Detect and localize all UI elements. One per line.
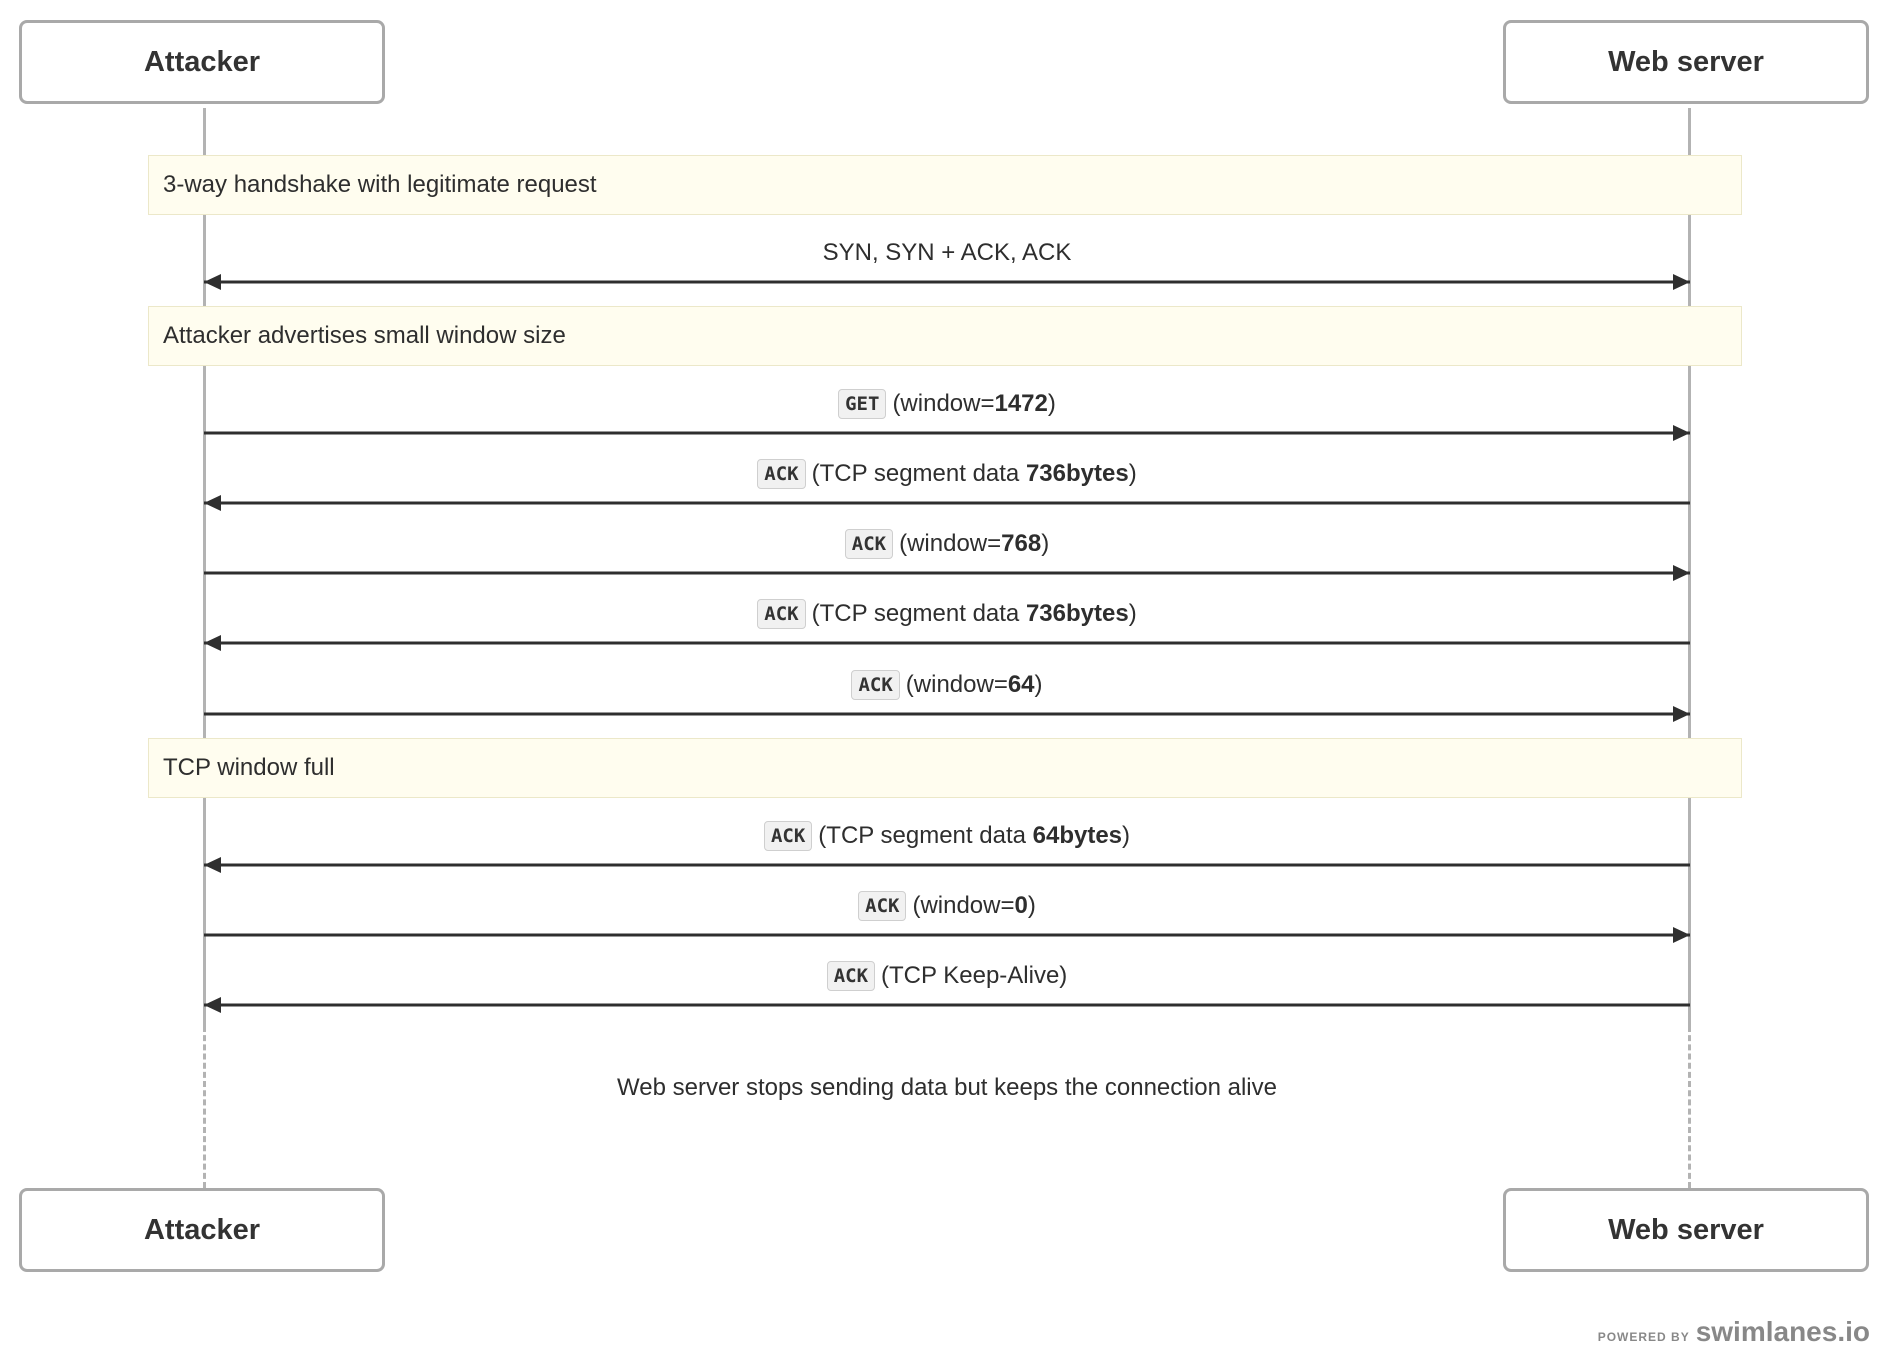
message-arrow (204, 272, 1690, 292)
message-handshake (204, 236, 1690, 296)
message-arrow (204, 995, 1690, 1015)
note-window-full: TCP window full (148, 738, 1742, 798)
message-badge: ACK (845, 529, 893, 559)
message-segment-1 (204, 457, 1690, 517)
arrowhead-right (1673, 706, 1690, 722)
message-label (204, 527, 1690, 561)
message-badge: ACK (757, 459, 805, 489)
message-text: (TCP segment data (811, 460, 1026, 487)
message-text-end: ) (1122, 822, 1131, 849)
lifeline-web-server-dashed (1688, 1026, 1691, 1188)
message-badge: ACK (827, 961, 875, 991)
message-arrow (204, 563, 1690, 583)
message-text: (TCP segment data (811, 600, 1026, 627)
message-text: (window= (892, 390, 995, 417)
message-text-end: ) (1027, 892, 1036, 919)
message-value: 64 (1007, 671, 1035, 698)
message-value: 768 (1001, 530, 1042, 557)
message-get (204, 387, 1690, 447)
arrowhead-left (204, 635, 221, 651)
message-label (204, 889, 1690, 923)
message-value: 64bytes (1032, 822, 1123, 849)
message-label (204, 597, 1690, 631)
message-text: (TCP segment data (818, 822, 1033, 849)
message-arrow (204, 493, 1690, 513)
arrowhead-right (1673, 274, 1690, 290)
message-badge: ACK (764, 821, 812, 851)
message-value: 736bytes (1025, 460, 1129, 487)
message-window-768 (204, 527, 1690, 587)
arrowhead-left (204, 274, 221, 290)
message-segment-3 (204, 819, 1690, 879)
message-text: (TCP Keep-Alive) (881, 962, 1068, 989)
delay-note: Web server stops sending data but keeps the connection alive (617, 1074, 1277, 1101)
actor-web-server-top: Web server (1503, 20, 1869, 104)
message-text-end: ) (1034, 671, 1043, 698)
message-arrow (204, 633, 1690, 653)
message-text-end: ) (1041, 530, 1050, 557)
message-badge: GET (838, 389, 886, 419)
message-text-end: ) (1128, 600, 1137, 627)
message-window-0 (204, 889, 1690, 949)
arrowhead-right (1673, 927, 1690, 943)
message-label (204, 959, 1690, 993)
message-text-end: ) (1047, 390, 1056, 417)
powered-by-label: POWERED BY (1597, 1330, 1690, 1344)
message-badge: ACK (858, 891, 906, 921)
note-small-window: Attacker advertises small window size (148, 306, 1742, 366)
message-text-end: ) (1128, 460, 1137, 487)
powered-by-link[interactable] (1598, 1316, 1870, 1350)
message-text: (window= (912, 892, 1015, 919)
arrowhead-left (204, 857, 221, 873)
note-handshake: 3-way handshake with legitimate request (148, 155, 1742, 215)
arrowhead-left (204, 997, 221, 1013)
actor-attacker-bottom: Attacker (19, 1188, 385, 1272)
message-value: 736bytes (1025, 600, 1129, 627)
message-arrow (204, 704, 1690, 724)
message-value: 0 (1014, 892, 1028, 919)
actor-attacker-top: Attacker (19, 20, 385, 104)
actor-web-server-bottom: Web server (1503, 1188, 1869, 1272)
message-arrow (204, 925, 1690, 945)
message-window-64 (204, 668, 1690, 728)
brand-name: swimlanes.io (1695, 1316, 1870, 1347)
arrowhead-right (1673, 425, 1690, 441)
message-label (204, 457, 1690, 491)
arrowhead-right (1673, 565, 1690, 581)
message-arrow (204, 855, 1690, 875)
message-label (204, 819, 1690, 853)
message-text: SYN, SYN + ACK, ACK (822, 239, 1072, 266)
message-badge: ACK (757, 599, 805, 629)
message-keep-alive (204, 959, 1690, 1019)
message-arrow (204, 423, 1690, 443)
message-label (204, 236, 1690, 270)
message-label (204, 387, 1690, 421)
lifeline-attacker-dashed (203, 1026, 206, 1188)
message-label (204, 668, 1690, 702)
message-value: 1472 (994, 390, 1048, 417)
arrowhead-left (204, 495, 221, 511)
message-segment-2 (204, 597, 1690, 657)
message-text: (window= (905, 671, 1008, 698)
message-badge: ACK (851, 670, 899, 700)
message-text: (window= (899, 530, 1002, 557)
